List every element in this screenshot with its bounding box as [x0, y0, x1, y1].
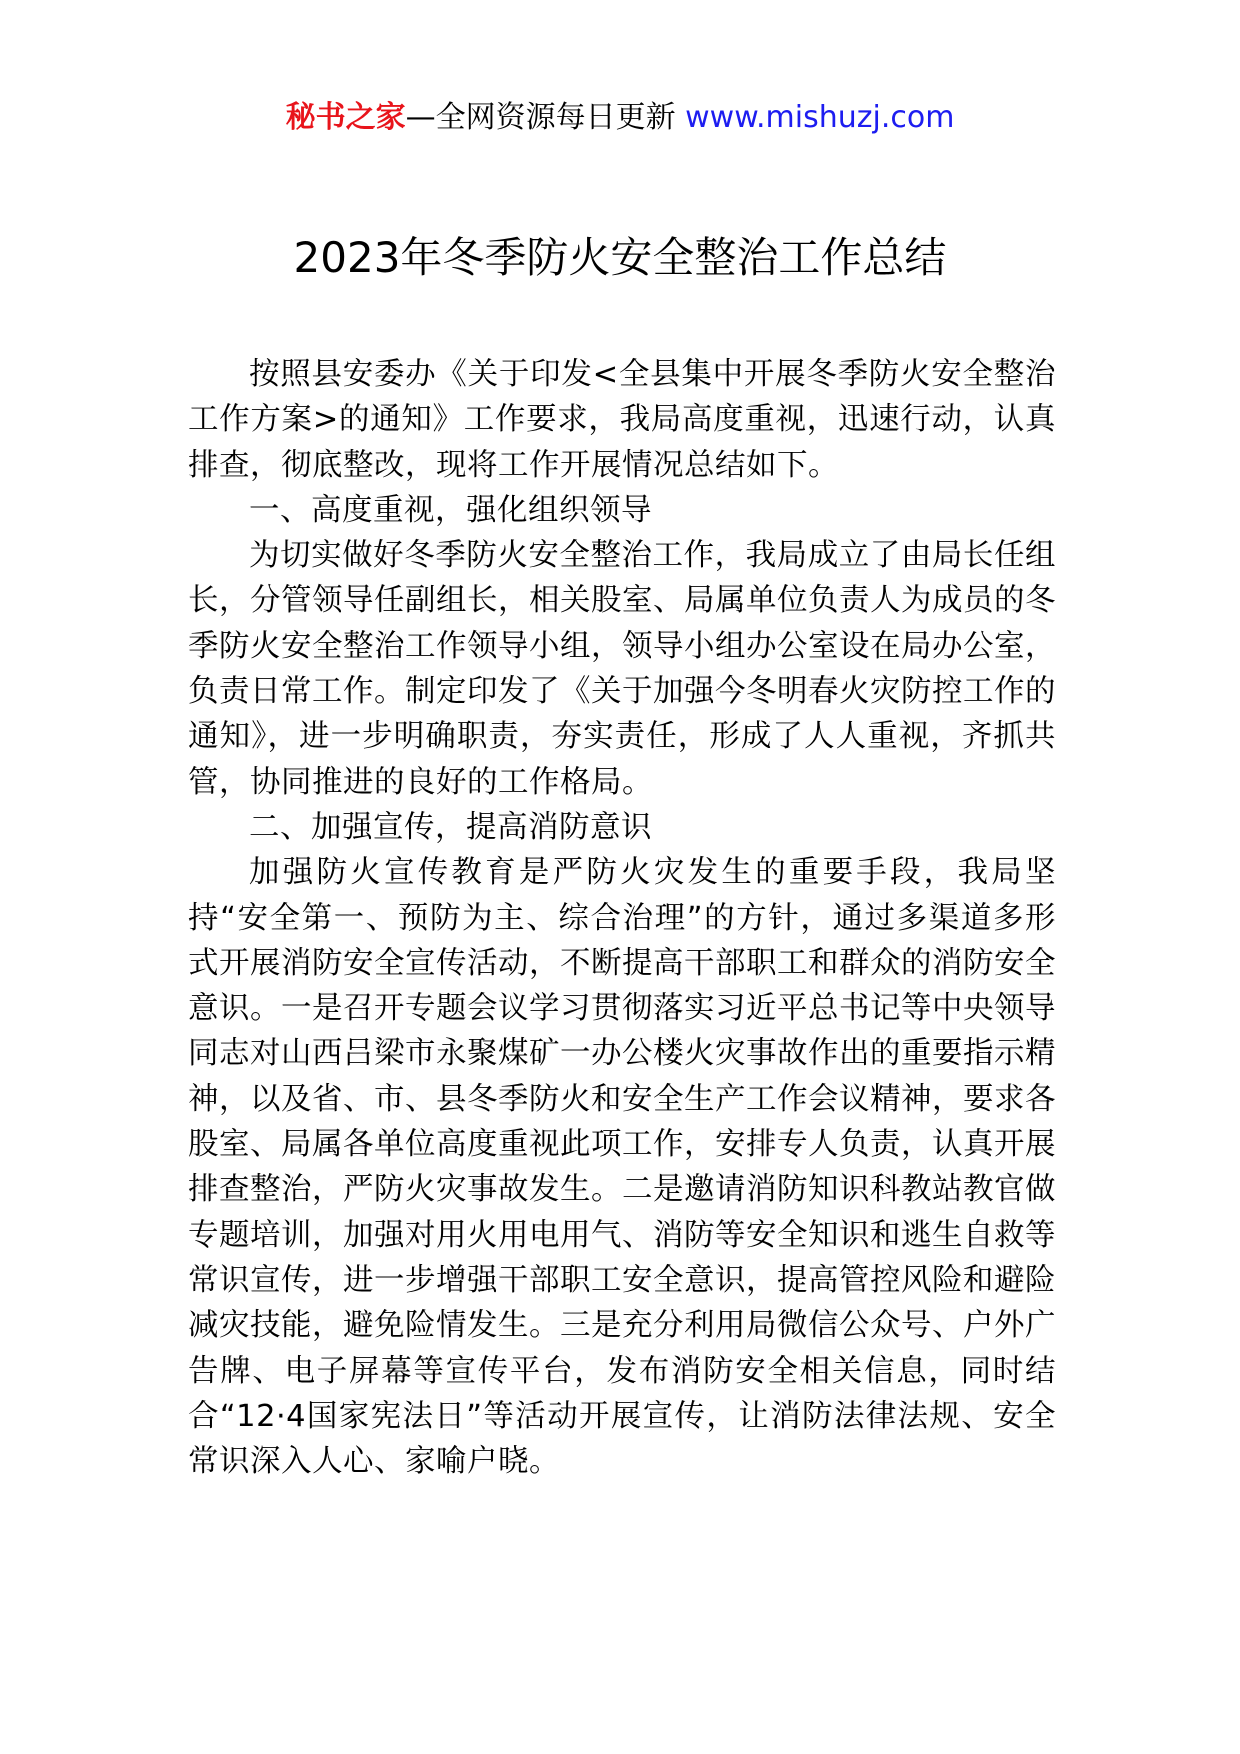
site-slogan: —全网资源每日更新: [405, 100, 676, 135]
section-heading-1: 一、高度重视，强化组织领导: [249, 492, 652, 528]
section-1-paragraph: 为切实做好冬季防火安全整治工作，我局成立了由局长任组长，分管领导任副组长，相关股室、局属单位负责人为成员的冬季防火安全整治工作领导小组，领导小组办公室设在局办公室，负责日常工作。制定印发了《关于加强今冬明春火灾防控工作的通知》，进一步明确职责，夯实责任，形成了人人重视，齐抓共管，协同推进的良好的工作格局。: [188, 538, 1056, 800]
document-body: [188, 352, 1056, 1484]
section-heading-2: 二、加强宣传，提高消防意识: [249, 809, 652, 845]
section-2-paragraph: 加强防火宣传教育是严防火灾发生的重要手段，我局坚持“安全第一、预防为主、综合治理”的方针，通过多渠道多形式开展消防安全宣传活动，不断提高干部职工和群众的消防安全意识。一是召开专题会议学习贯彻落实习近平总书记等中央领导同志对山西吕梁市永聚煤矿一办公楼火灾事故作出的重要指示精神，以及省、市、县冬季防火和安全生产工作会议精神，要求各股室、局属各单位高度重视此项工作，安排专人负责，认真开展排查整治，严防火灾事故发生。二是邀请消防知识科教站教官做专题培训，加强对用火用电用气、消防等安全知识和逃生自救等常识宣传，进一步增强干部职工安全意识，提高管控风险和避险减灾技能，避免险情发生。三是充分利用局微信公众号、户外广告牌、电子屏幕等宣传平台，发布消防安全相关信息，同时结合“12·4国家宪法日”等活动开展宣传，让消防法律法规、安全常识深入人心、家喻户晓。: [188, 855, 1056, 1480]
site-header: [0, 98, 1240, 138]
site-brand: 秘书之家: [285, 100, 406, 135]
intro-paragraph: 按照县安委办《关于印发<全县集中开展冬季防火安全整治工作方案>的通知》工作要求，我局高度重视，迅速行动，认真排查，彻底整改，现将工作开展情况总结如下。: [188, 357, 1056, 483]
document-title: 2023年冬季防火安全整治工作总结: [293, 233, 947, 282]
site-url-link[interactable]: www.mishuzj.com: [685, 100, 955, 135]
